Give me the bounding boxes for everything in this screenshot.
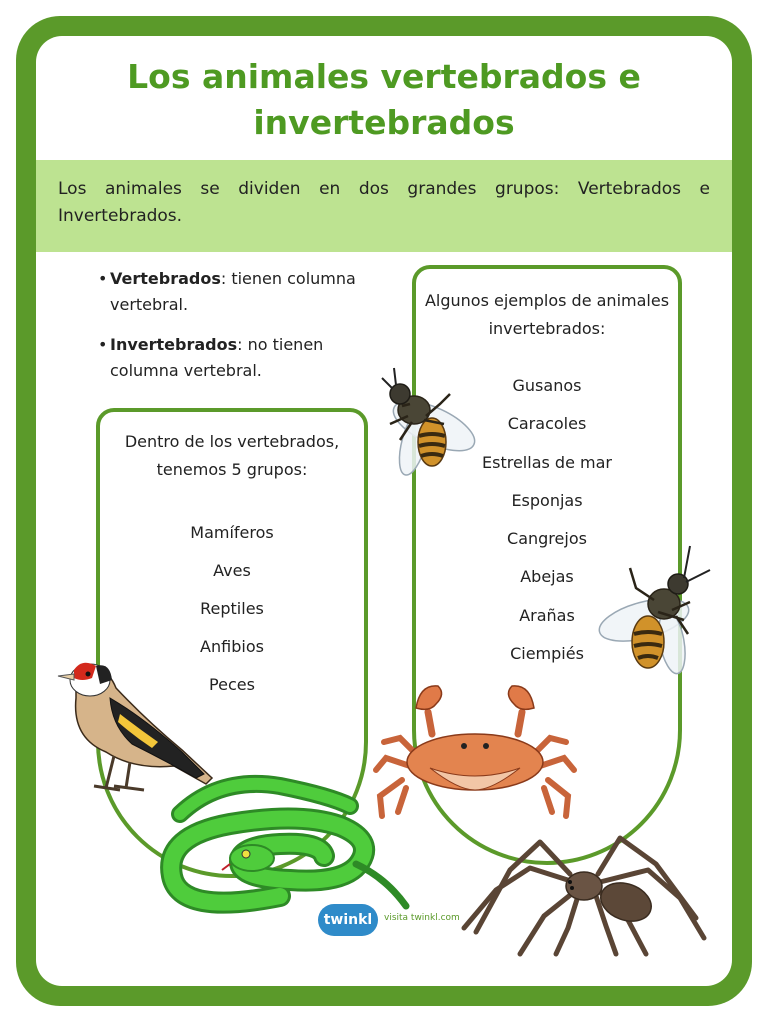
list-item: Reptiles bbox=[200, 599, 264, 618]
spider-icon bbox=[460, 820, 708, 956]
logo-text: twinkl bbox=[318, 904, 378, 936]
list-item: Aves bbox=[213, 561, 251, 580]
logo-tagline: visita twinkl.com bbox=[384, 913, 460, 923]
list-item: Peces bbox=[209, 675, 255, 694]
list-item: Caracoles bbox=[507, 414, 587, 434]
definition-invertebrates bbox=[96, 332, 386, 384]
page-title: Los animales vertebrados e invertebrados bbox=[127, 57, 641, 142]
bee-icon bbox=[592, 542, 716, 682]
crab-icon bbox=[372, 672, 578, 820]
list-item: Estrellas de mar bbox=[482, 452, 612, 472]
invertebrates-intro: Algunos ejemplos de animales invertebrados: bbox=[424, 291, 670, 338]
definition-text: : no tienen columna vertebral. bbox=[110, 335, 324, 380]
bee-icon bbox=[374, 354, 482, 482]
list-item: Arañas bbox=[519, 605, 575, 625]
list-item: Esponjas bbox=[511, 490, 583, 510]
list-item: Ciempiés bbox=[510, 644, 584, 664]
list-item: Mamíferos bbox=[190, 523, 274, 542]
intro-banner bbox=[36, 160, 732, 252]
twinkl-logo[interactable] bbox=[318, 904, 478, 936]
definition-vertebrates bbox=[96, 266, 386, 318]
poster-content bbox=[36, 36, 732, 986]
list-item: Cangrejos bbox=[507, 529, 587, 549]
definition-term: Invertebrados bbox=[110, 335, 238, 354]
bullet-dot: • bbox=[98, 335, 108, 354]
list-item: Gusanos bbox=[512, 376, 582, 395]
definition-term: Vertebrados bbox=[110, 269, 221, 288]
definition-text: : tienen columna vertebral. bbox=[110, 269, 356, 314]
list-item: Abejas bbox=[520, 567, 574, 587]
intro-text: Los animales se dividen en dos grandes grupos: Vertebrados e Invertebrados. bbox=[58, 179, 710, 226]
definitions-list bbox=[96, 266, 386, 398]
bullet-dot: • bbox=[98, 269, 108, 288]
vertebrates-intro: Dentro de los vertebrados, tenemos 5 grupos: bbox=[124, 432, 340, 479]
list-item: Anfibios bbox=[200, 637, 264, 656]
